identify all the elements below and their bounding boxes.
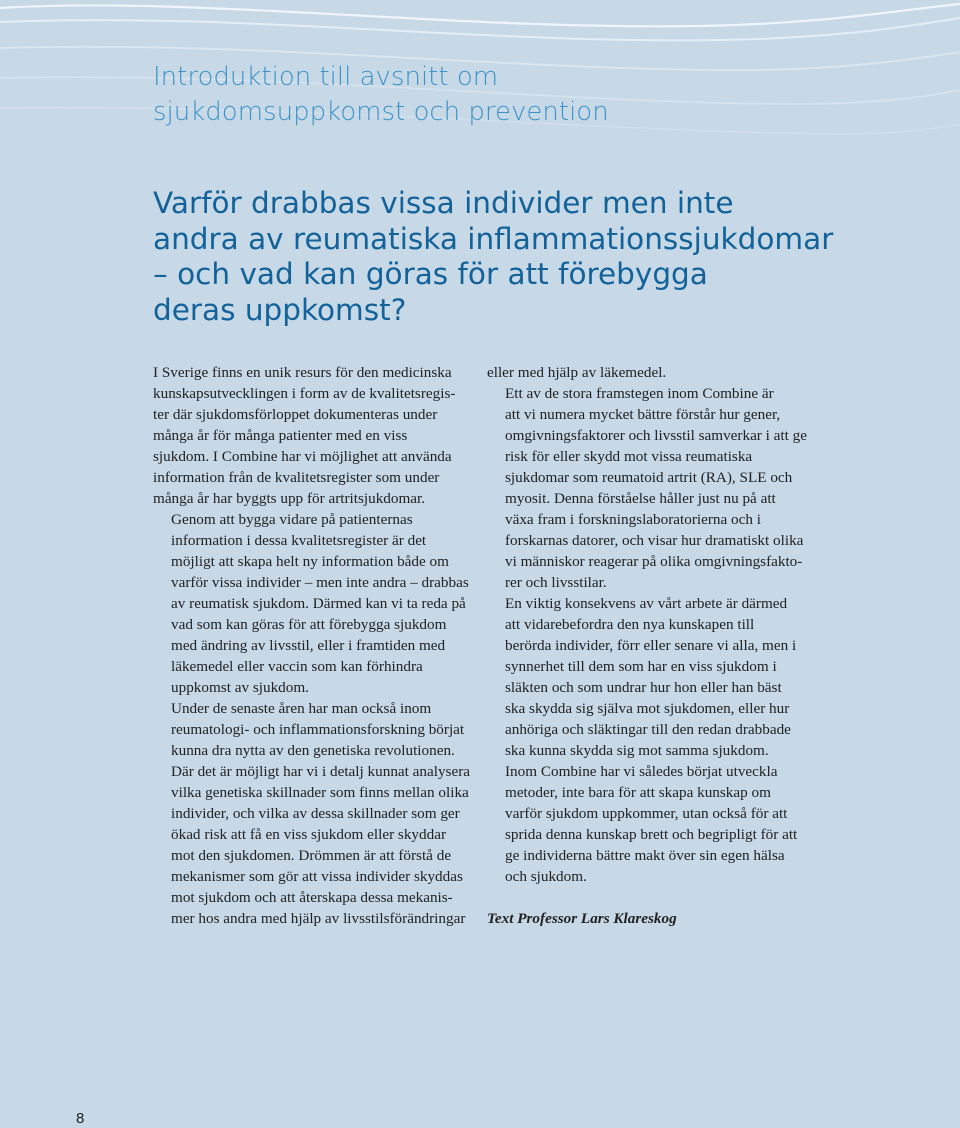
- text-line: sjukdom. I Combine har vi möjlighet att använda: [153, 448, 452, 465]
- text-line: sprida denna kunskap brett och begripligt för att: [505, 826, 798, 843]
- text-line: av reumatisk sjukdom. Därmed kan vi ta reda på: [171, 595, 466, 612]
- text-line: ter där sjukdomsförloppet dokumenteras under: [153, 406, 438, 423]
- paragraph: [153, 362, 473, 509]
- text-line: ökad risk att få en viss sjukdom eller skyddar: [171, 826, 447, 843]
- text-line: eller med hjälp av läkemedel.: [487, 364, 667, 381]
- text-line: Under de senaste åren har man också inom: [171, 700, 432, 717]
- text-line: vi människor reagerar på olika omgivningsfakto-: [505, 553, 803, 570]
- text-line: möjligt att skapa helt ny information både om: [171, 553, 449, 570]
- text-line: mekanismer som gör att vissa individer skyddas: [171, 868, 463, 885]
- headline-line: andra av reumatiska inflammationssjukdomar: [153, 221, 834, 256]
- text-line: reumatologi- och inflammationsforskning börjat: [171, 721, 465, 738]
- text-line: Inom Combine har vi således börjat utveckla: [505, 763, 778, 780]
- text-line: kunskapsutvecklingen i form av de kvalitetsregis-: [153, 385, 456, 402]
- body-column-left: [153, 362, 473, 929]
- text-line: myosit. Denna förståelse håller just nu på att: [505, 490, 776, 507]
- paragraph: [487, 761, 807, 887]
- text-line: Ett av de stora framstegen inom Combine är: [505, 385, 774, 402]
- text-line: anhöriga och släktingar till den redan drabbade: [505, 721, 791, 738]
- text-line: information i dessa kvalitetsregister är det: [171, 532, 427, 549]
- text-line: Där det är möjligt har vi i detalj kunnat analysera: [171, 763, 471, 780]
- page-number: 8: [76, 1110, 85, 1127]
- text-line: mot sjukdom och att återskapa dessa mekanis-: [171, 889, 453, 906]
- text-line: Genom att bygga vidare på patienternas: [171, 511, 413, 528]
- text-line: läkemedel eller vaccin som kan förhindra: [171, 658, 423, 675]
- text-line: släkten och som undrar hur hon eller han bäst: [505, 679, 782, 696]
- kicker-line: sjukdomsuppkomst och prevention: [153, 97, 609, 127]
- text-line: individer, och vilka av dessa skillnader som ger: [171, 805, 460, 822]
- text-line: rer och livsstilar.: [505, 574, 607, 591]
- text-line: ska kunna skydda sig mot samma sjukdom.: [505, 742, 769, 759]
- text-line: vilka genetiska skillnader som finns mellan olika: [171, 784, 469, 801]
- text-line: sjukdomar som reumatoid artrit (RA), SLE och: [505, 469, 793, 486]
- text-line: forskarnas datorer, och visar hur dramatiskt olika: [505, 532, 804, 549]
- text-line: metoder, inte bara för att skapa kunskap om: [505, 784, 771, 801]
- text-line: att vidarebefordra den nya kunskapen till: [505, 616, 755, 633]
- paragraph: [487, 593, 807, 761]
- paragraph: [487, 383, 807, 593]
- headline-line: deras uppkomst?: [153, 292, 407, 327]
- text-line: att vi numera mycket bättre förstår hur gener,: [505, 406, 781, 423]
- text-line: I Sverige finns en unik resurs för den medicinska: [153, 364, 452, 381]
- paragraph: [153, 698, 473, 929]
- text-line: kunna dra nytta av den genetiska revolutionen.: [171, 742, 455, 759]
- text-line: växa fram i forskningslaboratorierna och i: [505, 511, 761, 528]
- author-credit: Text Professor Lars Klareskog: [487, 910, 677, 927]
- headline-line: Varför drabbas vissa individer men inte: [153, 186, 734, 220]
- paragraph: [153, 509, 473, 698]
- text-line: En viktig konsekvens av vårt arbete är därmed: [505, 595, 788, 612]
- text-line: med ändring av livsstil, eller i framtiden med: [171, 637, 446, 654]
- text-line: varför vissa individer – men inte andra – drabbas: [171, 574, 469, 591]
- text-line: vad som kan göras för att förebygga sjukdom: [171, 616, 447, 633]
- text-line: många år har byggts upp för artritsjukdomar.: [153, 490, 426, 507]
- body-column-right: [487, 362, 807, 929]
- page-headline: [153, 186, 853, 328]
- text-line: berörda individer, förr eller senare vi alla, men i: [505, 637, 797, 654]
- text-line: omgivningsfaktorer och livsstil samverkar i att ge: [505, 427, 807, 444]
- kicker-line: Introduktion till avsnitt om: [153, 62, 499, 92]
- headline-line: – och vad kan göras för att förebygga: [153, 257, 708, 291]
- text-line: ge individerna bättre makt över sin egen hälsa: [505, 847, 785, 864]
- text-line: många år för många patienter med en viss: [153, 427, 408, 444]
- text-line: information från de kvalitetsregister som under: [153, 469, 440, 486]
- text-line: mot den sjukdomen. Drömmen är att förstå de: [171, 847, 452, 864]
- text-line: mer hos andra med hjälp av livsstilsförändringar: [171, 910, 466, 927]
- text-line: varför sjukdom uppkommer, utan också för att: [505, 805, 788, 822]
- paragraph: [487, 362, 807, 383]
- text-line: risk för eller skydd mot vissa reumatiska: [505, 448, 753, 465]
- text-line: synnerhet till dem som har en viss sjukdom i: [505, 658, 777, 675]
- text-line: ska skydda sig själva mot sjukdomen, eller hur: [505, 700, 790, 717]
- section-kicker: [153, 60, 773, 130]
- text-line: uppkomst av sjukdom.: [171, 679, 309, 696]
- text-line: och sjukdom.: [505, 868, 587, 885]
